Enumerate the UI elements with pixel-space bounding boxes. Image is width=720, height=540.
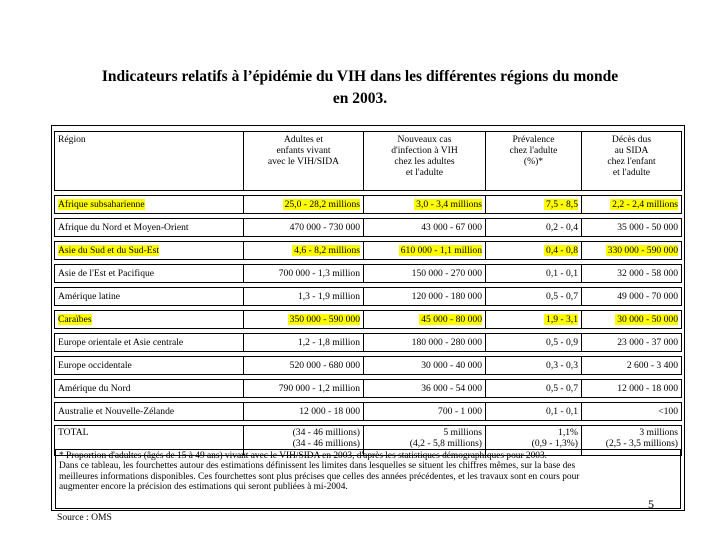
cell-text: 0,5 - 0,7 [546, 291, 578, 302]
column-header [244, 131, 364, 191]
title-line-2: en 2003. [332, 90, 388, 107]
cell-text: 0,3 - 0,3 [546, 360, 578, 371]
table-cell-prev [486, 402, 582, 421]
table-row [54, 264, 682, 283]
table-cell-region [54, 287, 244, 306]
column-header-line: et l'adulte [405, 167, 444, 178]
cell-text: 0,4 - 0,8 [546, 245, 578, 256]
table-cell-new [364, 379, 486, 398]
table-cell-prev [486, 379, 582, 398]
cell-text: 12 000 - 18 000 [617, 383, 678, 394]
cell-text: 150 000 - 270 000 [411, 268, 482, 279]
cell-text: Afrique subsaharienne [58, 199, 145, 210]
column-header-line: Nouveaux cas [397, 134, 452, 145]
cell-text: 610 000 - 1,1 million [400, 245, 482, 256]
cell-text: Asie du Sud et du Sud-Est [58, 245, 160, 256]
cell-text: 30 000 - 40 000 [421, 360, 482, 371]
table-row [54, 195, 682, 214]
cell-text: 0,5 - 0,9 [546, 337, 578, 348]
cell-text: 25,0 - 28,2 millions [284, 199, 360, 210]
page-number: 5 [648, 497, 654, 511]
table-header-row [54, 131, 682, 191]
table-cell-living [244, 195, 364, 214]
cell-text: 2 600 - 3 400 [626, 360, 678, 371]
total-line: (2,5 - 3,5 millions) [605, 438, 678, 449]
table-cell-new [364, 356, 486, 375]
total-line: 5 millions [443, 427, 482, 438]
table-cell-deaths [582, 310, 682, 329]
cell-text: 180 000 - 280 000 [411, 337, 482, 348]
total-line: (0,9 - 1,3%) [531, 438, 578, 449]
source-note: Source : OMS [57, 512, 112, 523]
cell-text: 350 000 - 590 000 [289, 314, 360, 325]
cell-text: 7,5 - 8,5 [546, 199, 578, 210]
cell-text: 2,2 - 2,4 millions [612, 199, 678, 210]
hiv-indicators-table [54, 127, 682, 460]
cell-text: 30 000 - 50 000 [617, 314, 678, 325]
cell-text: 23 000 - 37 000 [617, 337, 678, 348]
table-cell-deaths [582, 218, 682, 237]
table-cell-deaths [582, 333, 682, 352]
column-header-line: chez les adultes [394, 156, 455, 167]
column-header [486, 131, 582, 191]
table-cell-living [244, 218, 364, 237]
page-title [40, 66, 680, 110]
table-cell-region [54, 195, 244, 214]
cell-text: 32 000 - 58 000 [617, 268, 678, 279]
footnote-line: augmenter encore la précision des estimations qui seront publiées à mi-2004. [59, 482, 348, 493]
column-header-line: enfants vivant [276, 145, 331, 156]
table-cell-deaths [582, 195, 682, 214]
table-cell-deaths [582, 379, 682, 398]
column-header-line: (%)* [523, 156, 544, 167]
table-row [54, 241, 682, 260]
table-cell-region [54, 402, 244, 421]
table-row [54, 218, 682, 237]
table-cell-prev [486, 218, 582, 237]
column-header-line: d'infection à VIH [391, 145, 458, 156]
table-cell-region [54, 264, 244, 283]
column-header [54, 131, 244, 191]
cell-text: 1,2 - 1,8 million [297, 337, 360, 348]
cell-text: 700 000 - 1,3 million [278, 268, 360, 279]
table-cell-new [364, 195, 486, 214]
cell-text: 43 000 - 67 000 [421, 222, 482, 233]
footnote-line: meilleures informations disponibles. Ces fourchettes sont plus précises que celles des années précédentes, et les travaux sont en cours pour [59, 471, 580, 482]
cell-text: Amérique du Nord [58, 383, 131, 394]
cell-text: Europe occidentale [58, 360, 132, 371]
table-cell-living [244, 287, 364, 306]
table-cell-living [244, 241, 364, 260]
column-header-line: Décès dus [611, 134, 652, 145]
table-cell-prev [486, 264, 582, 283]
cell-text: 0,1 - 0,1 [546, 406, 578, 417]
footnote-line: * Proportion d'adultes (âgés de 15 à 49 ans) vivant avec le VIH/SIDA en 2003, d'après les statistiques démographiques pour 2003. [59, 451, 548, 461]
column-header-line: au SIDA [614, 145, 649, 156]
total-line: 3 millions [639, 427, 678, 438]
cell-text: 36 000 - 54 000 [421, 383, 482, 394]
table-cell-living [244, 402, 364, 421]
table-row [54, 333, 682, 352]
cell-text: 330 000 - 590 000 [607, 245, 678, 256]
column-header-line: Région [58, 134, 86, 145]
table-cell-deaths [582, 264, 682, 283]
table-cell-deaths [582, 402, 682, 421]
column-header [364, 131, 486, 191]
table-cell-deaths [582, 356, 682, 375]
cell-text: Asie de l'Est et Pacifique [58, 268, 155, 279]
table-cell-living [244, 264, 364, 283]
footnote-line: Dans ce tableau, les fourchettes autour des estimations définissent les limites dans lesquelles se situent les chiffres mêmes, sur la base des [59, 461, 576, 472]
column-header-line: chez l'enfant [607, 156, 656, 167]
table-cell-new [364, 241, 486, 260]
total-line: 1,1% [558, 427, 578, 438]
cell-text: Amérique latine [58, 291, 121, 302]
cell-text: 700 - 1 000 [438, 406, 482, 417]
cell-text: Caraïbes [58, 314, 92, 325]
cell-text: 12 000 - 18 000 [299, 406, 360, 417]
cell-text: 520 000 - 680 000 [289, 360, 360, 371]
column-header [582, 131, 682, 191]
table-cell-prev [486, 310, 582, 329]
column-header-line: Prévalence [512, 134, 555, 145]
cell-text: 1,3 - 1,9 million [297, 291, 360, 302]
table-cell-region [54, 218, 244, 237]
table-cell-region [54, 310, 244, 329]
cell-text: 45 000 - 80 000 [421, 314, 482, 325]
title-line-1: Indicateurs relatifs à l’épidémie du VIH dans les différentes régions du monde [101, 68, 619, 85]
table-cell-living [244, 356, 364, 375]
table-cell-region [54, 356, 244, 375]
table-cell-region [54, 241, 244, 260]
table-cell-prev [486, 241, 582, 260]
table-cell-living [244, 379, 364, 398]
table-cell-living [244, 333, 364, 352]
column-header-line: avec le VIH/SIDA [267, 156, 340, 167]
table-cell-prev [486, 333, 582, 352]
column-header-line: Adultes et [283, 134, 324, 145]
table-row [54, 287, 682, 306]
cell-text: 3,0 - 3,4 millions [416, 199, 482, 210]
table-cell-new [364, 264, 486, 283]
table-row [54, 402, 682, 421]
table-cell-new [364, 310, 486, 329]
cell-text: 4,6 - 8,2 millions [294, 245, 360, 256]
total-line: (34 - 46 millions) [292, 438, 360, 449]
table-cell-new [364, 333, 486, 352]
cell-text: 0,1 - 0,1 [546, 268, 578, 279]
table-row [54, 310, 682, 329]
cell-text: Europe orientale et Asie centrale [58, 337, 184, 348]
footnote [55, 449, 681, 509]
table-cell-region [54, 379, 244, 398]
cell-text: 49 000 - 70 000 [617, 291, 678, 302]
table-cell-deaths [582, 241, 682, 260]
table-row [54, 379, 682, 398]
cell-text: 120 000 - 180 000 [411, 291, 482, 302]
table-row [54, 356, 682, 375]
table-cell-living [244, 310, 364, 329]
cell-text: Afrique du Nord et Moyen-Orient [58, 222, 189, 233]
cell-text: 0,2 - 0,4 [546, 222, 578, 233]
table-cell-prev [486, 356, 582, 375]
cell-text: 35 000 - 50 000 [617, 222, 678, 233]
table-cell-prev [486, 287, 582, 306]
table-cell-new [364, 402, 486, 421]
cell-text: <100 [658, 406, 678, 417]
cell-text: Australie et Nouvelle-Zélande [58, 406, 175, 417]
table-cell-prev [486, 195, 582, 214]
cell-text: 470 000 - 730 000 [289, 222, 360, 233]
total-line: (34 - 46 millions) [292, 427, 360, 438]
table-cell-region [54, 333, 244, 352]
total-label: TOTAL [54, 425, 244, 456]
cell-text: 0,5 - 0,7 [546, 383, 578, 394]
table-cell-new [364, 287, 486, 306]
cell-text: 1,9 - 3,1 [546, 314, 578, 325]
total-line: (4,2 - 5,8 millions) [409, 438, 482, 449]
column-header-line: chez l'adulte [509, 145, 558, 156]
cell-text: 790 000 - 1,2 million [278, 383, 360, 394]
column-header-line: et l'adulte [612, 167, 651, 178]
table-cell-deaths [582, 287, 682, 306]
table-cell-new [364, 218, 486, 237]
